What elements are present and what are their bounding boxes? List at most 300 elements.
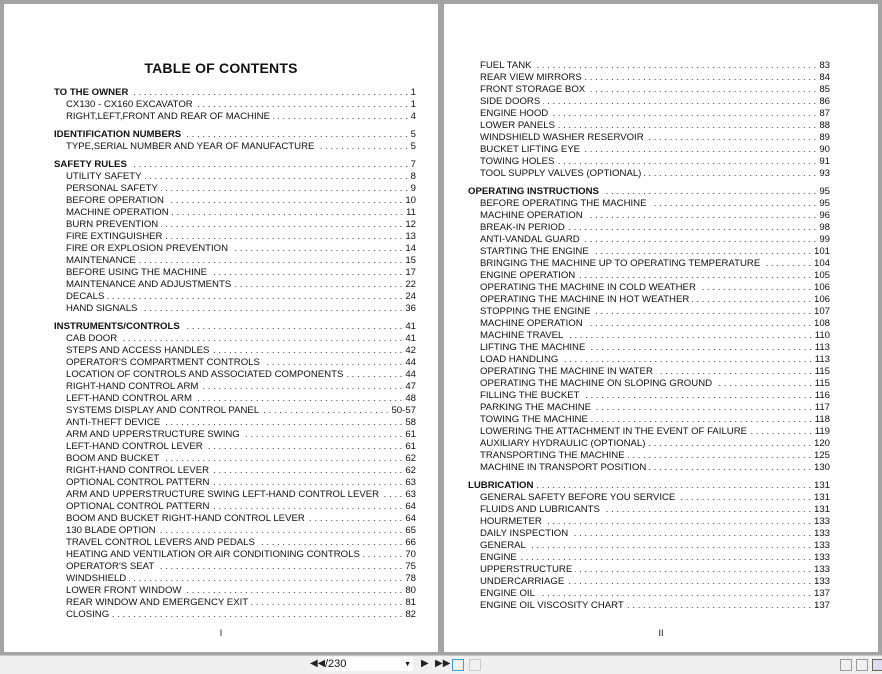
toc-entry-page-number: 44 xyxy=(405,357,416,368)
toc-entry-label: LOWERING THE ATTACHMENT IN THE EVENT OF FAILURE xyxy=(480,426,748,437)
toc-entry-page-number: 17 xyxy=(405,267,416,278)
toc-entry[interactable] xyxy=(54,465,416,477)
toc-entry-label: SIDE DOORS xyxy=(480,96,541,107)
dot-leader xyxy=(112,609,402,621)
toc-entry-label: SAFETY RULES xyxy=(54,159,127,170)
toc-entry[interactable] xyxy=(54,141,416,153)
dot-leader xyxy=(273,111,408,123)
toc-entry-page-number: 130 xyxy=(813,462,830,473)
toc-entry-page-number: 70 xyxy=(405,549,416,560)
toc-entry-label: OPTIONAL CONTROL PATTERN xyxy=(66,477,210,488)
dot-leader xyxy=(628,450,811,462)
toc-entry[interactable] xyxy=(54,525,416,537)
toc-entry-page-number: 61 xyxy=(405,429,416,440)
toc-entry-page-number: 64 xyxy=(405,513,416,524)
toc-entry-label: REAR VIEW MIRRORS xyxy=(480,72,582,83)
toc-entry[interactable] xyxy=(468,516,830,528)
dot-leader xyxy=(649,462,811,474)
toc-entry-label: DAILY INSPECTION xyxy=(480,528,569,539)
toc-entry[interactable] xyxy=(54,393,416,405)
toc-entry[interactable] xyxy=(468,84,830,96)
toc-entry-page-number: 133 xyxy=(813,576,830,587)
toc-entry[interactable] xyxy=(468,96,830,108)
toc-entry-label: TRAVEL CONTROL LEVERS AND PEDALS xyxy=(66,537,255,548)
dot-leader xyxy=(308,513,403,525)
toc-entry[interactable] xyxy=(468,108,830,120)
toc-entry-label: LEFT-HAND CONTROL ARM xyxy=(66,393,192,404)
toc-entry-page-number: 104 xyxy=(813,258,830,269)
toc-entry-page-number: 89 xyxy=(819,132,830,143)
toc-entry[interactable] xyxy=(54,585,416,597)
toc-entry[interactable] xyxy=(468,120,830,132)
toc-entry[interactable] xyxy=(468,450,830,462)
toc-entry-page-number: 115 xyxy=(814,366,830,377)
toc-entry[interactable] xyxy=(54,477,416,489)
dot-leader xyxy=(557,156,816,168)
toc-entry-label: RIGHT-HAND CONTROL LEVER xyxy=(66,465,210,476)
toc-entry-label: STEPS AND ACCESS HANDLES xyxy=(66,345,210,356)
toc-entry-page-number: 125 xyxy=(813,450,830,461)
toc-entry[interactable] xyxy=(468,132,830,144)
toc-entry-page-number: 12 xyxy=(405,219,416,230)
dot-leader xyxy=(575,564,811,576)
toc-entry-label: BEFORE OPERATING THE MACHINE xyxy=(480,198,647,209)
toc-entry-label: CAB DOOR xyxy=(66,333,118,344)
toc-section-heading[interactable] xyxy=(468,186,830,198)
chevron-down-icon[interactable]: ▼ xyxy=(404,660,411,668)
toc-entry-page-number: 107 xyxy=(813,306,830,317)
toc-entry-label: REAR WINDOW AND EMERGENCY EXIT xyxy=(66,597,249,608)
toc-entry-page-number: 120 xyxy=(813,438,830,449)
toc-entry[interactable] xyxy=(468,462,830,474)
toc-entry[interactable] xyxy=(54,561,416,573)
toc-entry-label: ANTI-THEFT DEVICE xyxy=(66,417,161,428)
toc-entry[interactable] xyxy=(468,366,830,378)
toc-entry-label: MACHINE OPERATION xyxy=(480,210,583,221)
toc-entry-label: ARM AND UPPERSTRUCTURE SWING LEFT-HAND CONTROL LEVER xyxy=(66,489,380,500)
toc-entry[interactable] xyxy=(54,99,416,111)
toc-entry-page-number: 85 xyxy=(819,84,830,95)
toc-entry[interactable] xyxy=(54,513,416,525)
continuous-view-icon[interactable] xyxy=(856,659,868,671)
dot-leader xyxy=(183,321,403,333)
toc-entry-page-number: 133 xyxy=(813,564,830,575)
toc-entry[interactable] xyxy=(54,417,416,429)
toc-section-heading[interactable] xyxy=(54,129,416,141)
toc-entry[interactable] xyxy=(468,426,830,438)
toc-entry[interactable] xyxy=(54,441,416,453)
toc-entry-label: CLOSING xyxy=(66,609,110,620)
toc-entry-label: BRINGING THE MACHINE UP TO OPERATING TEMPERATURE xyxy=(480,258,761,269)
toc-entry[interactable] xyxy=(54,303,416,315)
toc-entry-label: TYPE,SERIAL NUMBER AND YEAR OF MANUFACTURE xyxy=(66,141,315,152)
dot-leader xyxy=(536,480,811,492)
toc-entry[interactable] xyxy=(54,195,416,207)
toc-entry[interactable] xyxy=(54,549,416,561)
dot-leader xyxy=(165,231,402,243)
dot-leader xyxy=(650,198,817,210)
toc-entry-page-number: 7 xyxy=(410,159,416,170)
toc-entry[interactable] xyxy=(468,540,830,552)
toc-entry-page-number: 133 xyxy=(813,516,830,527)
toc-entry-page-number: 91 xyxy=(819,156,830,167)
dot-leader xyxy=(184,129,407,141)
toc-entry-label: STARTING THE ENGINE xyxy=(480,246,589,257)
toc-entry-label: FIRE OR EXPLOSION PREVENTION xyxy=(66,243,229,254)
toc-entry[interactable] xyxy=(54,291,416,303)
first-page-button[interactable]: ◀◀ xyxy=(310,658,326,669)
dot-leader xyxy=(602,186,816,198)
toc-entry-label: ENGINE OPERATION xyxy=(480,270,576,281)
dot-leader xyxy=(161,183,408,195)
dot-leader xyxy=(139,255,403,267)
toc-entry[interactable] xyxy=(54,537,416,549)
toc-entry-page-number: 95 xyxy=(819,198,830,209)
dot-leader xyxy=(167,195,402,207)
toc-entry-page-number: 66 xyxy=(405,537,416,548)
toc-entry[interactable] xyxy=(468,528,830,540)
toc-entry[interactable] xyxy=(54,243,416,255)
toc-entry[interactable] xyxy=(468,60,830,72)
toc-entry-page-number: 131 xyxy=(813,480,830,491)
toc-entry-page-number: 62 xyxy=(405,465,416,476)
toc-entry-page-number: 42 xyxy=(405,345,416,356)
toc-entry[interactable] xyxy=(468,354,830,366)
toc-entry-page-number: 118 xyxy=(814,414,830,425)
toc-entry-page-number: 119 xyxy=(814,426,830,437)
dot-leader xyxy=(382,489,402,501)
toc-entry-label: ENGINE xyxy=(480,552,517,563)
toc-entry[interactable] xyxy=(468,576,830,588)
page-number-input[interactable] xyxy=(325,657,413,671)
toc-entry-page-number: 63 xyxy=(405,489,416,500)
dot-leader xyxy=(543,96,816,108)
dot-leader xyxy=(107,291,402,303)
toc-entry-label: UPPERSTRUCTURE xyxy=(480,564,573,575)
toc-entry-label: OPERATING INSTRUCTIONS xyxy=(468,186,599,197)
toc-entry-page-number: 133 xyxy=(813,528,830,539)
dot-leader xyxy=(647,132,817,144)
toc-entry[interactable] xyxy=(54,381,416,393)
dot-leader xyxy=(157,561,402,573)
toc-entry-page-number: 133 xyxy=(813,552,830,563)
toc-entry-label: AUXILIARY HYDRAULIC (OPTIONAL) xyxy=(480,438,646,449)
dot-leader xyxy=(243,429,403,441)
toc-entry-label: MACHINE OPERATION xyxy=(480,318,583,329)
toc-entry[interactable] xyxy=(468,222,830,234)
toc-entry-page-number: 80 xyxy=(405,585,416,596)
toc-entry-page-number: 131 xyxy=(813,504,830,515)
toc-section xyxy=(468,480,830,612)
toc-entry-label: OPTIONAL CONTROL PATTERN xyxy=(66,501,210,512)
toc-entry-label: ENGINE HOOD xyxy=(480,108,549,119)
toc-entry-page-number: 95 xyxy=(819,186,830,197)
toc-entry-page-number: 137 xyxy=(813,588,830,599)
dot-leader xyxy=(538,588,811,600)
toc-entry-page-number: 44 xyxy=(405,369,416,380)
last-page-button[interactable]: ▶▶ xyxy=(435,658,451,669)
dot-leader xyxy=(566,330,811,342)
toc-entry[interactable] xyxy=(54,453,416,465)
toc-section xyxy=(54,321,416,621)
toc-entry[interactable] xyxy=(468,156,830,168)
copy-icon[interactable] xyxy=(452,659,464,671)
toc-entry[interactable] xyxy=(54,369,416,381)
toc-entry-label: OPERATING THE MACHINE IN WATER xyxy=(480,366,653,377)
dot-leader xyxy=(262,405,388,417)
toc-entry-label: BREAK-IN PERIOD xyxy=(480,222,565,233)
toc-title: TABLE OF CONTENTS xyxy=(144,60,298,76)
toc-entry[interactable] xyxy=(468,564,830,576)
dot-leader xyxy=(263,357,402,369)
toc-entry-page-number: 110 xyxy=(814,330,830,341)
dot-leader xyxy=(627,600,811,612)
dot-leader xyxy=(231,243,402,255)
toc-entry-label: BEFORE USING THE MACHINE xyxy=(66,267,208,278)
toc-section-heading[interactable] xyxy=(54,159,416,171)
toc-entry-page-number: 106 xyxy=(813,294,830,305)
toc-entry-label: MACHINE IN TRANSPORT POSITION xyxy=(480,462,647,473)
dot-leader xyxy=(583,144,816,156)
dot-leader xyxy=(571,528,811,540)
toc-section-heading[interactable] xyxy=(54,321,416,333)
dot-leader xyxy=(140,303,402,315)
toc-entry-page-number: 98 xyxy=(819,222,830,233)
toc-entry[interactable] xyxy=(468,294,830,306)
toc-entry[interactable] xyxy=(468,402,830,414)
toc-entry[interactable] xyxy=(54,357,416,369)
toc-entry[interactable] xyxy=(468,72,830,84)
toc-entry-page-number: 108 xyxy=(813,318,830,329)
toc-entry-label: BOOM AND BUCKET RIGHT-HAND CONTROL LEVER xyxy=(66,513,305,524)
toc-entry-label: OPERATOR'S SEAT xyxy=(66,561,155,572)
dot-leader xyxy=(212,345,402,357)
toc-entry-page-number: 22 xyxy=(405,279,416,290)
page-folio: I xyxy=(219,628,223,638)
toc-entry[interactable] xyxy=(468,390,830,402)
toc-entry[interactable] xyxy=(468,600,830,612)
toc-entry-label: ANTI-VANDAL GUARD xyxy=(480,234,580,245)
toc-entry-page-number: 96 xyxy=(819,210,830,221)
toc-entry[interactable] xyxy=(468,330,830,342)
page-left xyxy=(4,4,438,652)
toc-entry[interactable] xyxy=(468,504,830,516)
dot-leader xyxy=(588,342,811,354)
dot-leader xyxy=(594,306,811,318)
toc-entry[interactable] xyxy=(54,597,416,609)
toc-entry[interactable] xyxy=(468,270,830,282)
toc-entry[interactable] xyxy=(54,111,416,123)
dot-leader xyxy=(212,501,402,513)
dot-leader xyxy=(210,267,402,279)
toc-entry-label: MACHINE TRAVEL xyxy=(480,330,564,341)
paste-icon[interactable] xyxy=(469,659,481,671)
toc-entry-label: FILLING THE BUCKET xyxy=(480,390,580,401)
toc-entry[interactable] xyxy=(54,219,416,231)
toc-entry[interactable] xyxy=(54,489,416,501)
toc-entry-label: ARM AND UPPERSTRUCTURE SWING xyxy=(66,429,240,440)
toc-entry-page-number: 10 xyxy=(405,195,416,206)
dot-leader xyxy=(162,453,402,465)
toc-entry-label: HOURMETER xyxy=(480,516,542,527)
toc-entry-label: UTILITY SAFETY xyxy=(66,171,142,182)
single-page-view-icon[interactable] xyxy=(840,659,852,671)
toc-entry[interactable] xyxy=(54,405,416,417)
toc-section xyxy=(54,87,416,123)
toc-entry-page-number: 36 xyxy=(405,303,416,314)
toc-entry-page-number: 101 xyxy=(813,246,830,257)
dot-leader xyxy=(578,270,811,282)
dot-leader xyxy=(567,576,811,588)
toc-entry[interactable] xyxy=(468,438,830,450)
toc-entry[interactable] xyxy=(468,258,830,270)
navigation-toolbar xyxy=(0,655,882,674)
toc-entry[interactable] xyxy=(468,588,830,600)
dot-leader xyxy=(592,246,811,258)
dot-leader xyxy=(603,504,811,516)
toc-entry[interactable] xyxy=(54,267,416,279)
dot-leader xyxy=(131,87,407,99)
toc-entry[interactable] xyxy=(54,609,416,621)
dot-leader xyxy=(159,525,403,537)
toc-entry[interactable] xyxy=(54,573,416,585)
toc-entry-page-number: 116 xyxy=(814,390,830,401)
toc-section-heading[interactable] xyxy=(468,480,830,492)
page-right xyxy=(444,4,878,652)
toc-section xyxy=(54,129,416,153)
toc-entry[interactable] xyxy=(54,429,416,441)
toc-entry[interactable] xyxy=(468,210,830,222)
toc-entry-label: SYSTEMS DISPLAY AND CONTROL PANEL xyxy=(66,405,260,416)
toc-entry[interactable] xyxy=(54,333,416,345)
toc-entry-label: BURN PREVENTION xyxy=(66,219,159,230)
dot-leader xyxy=(195,393,402,405)
toc-entry-page-number: 84 xyxy=(819,72,830,83)
toc-entry[interactable] xyxy=(468,492,830,504)
dot-leader xyxy=(561,354,811,366)
toc-entry[interactable] xyxy=(468,246,830,258)
toc-entry[interactable] xyxy=(54,171,416,183)
toc-entry[interactable] xyxy=(54,207,416,219)
toc-entry[interactable] xyxy=(468,552,830,564)
toc-entry[interactable] xyxy=(468,198,830,210)
toc-entry-page-number: 131 xyxy=(813,492,830,503)
dot-leader xyxy=(648,438,811,450)
toc-entry-page-number: 133 xyxy=(813,540,830,551)
toc-entry[interactable] xyxy=(468,234,830,246)
toc-entry[interactable] xyxy=(468,168,830,180)
toc-entry[interactable] xyxy=(54,183,416,195)
toc-entry[interactable] xyxy=(468,306,830,318)
toc-entry-page-number: 8 xyxy=(410,171,416,182)
toc-entry-label: ENGINE OIL xyxy=(480,588,535,599)
toc-entry-label: TOWING HOLES xyxy=(480,156,555,167)
toc-entry[interactable] xyxy=(468,282,830,294)
toc-entry-label: LOCATION OF CONTROLS AND ASSOCIATED COMPONENTS xyxy=(66,369,344,380)
dot-leader xyxy=(212,477,402,489)
toc-entry-label: FLUIDS AND LUBRICANTS xyxy=(480,504,600,515)
toc-entry-page-number: 106 xyxy=(813,282,830,293)
toc-entry[interactable] xyxy=(54,345,416,357)
toc-section-heading[interactable] xyxy=(54,87,416,99)
toc-entry-page-number: 137 xyxy=(813,600,830,611)
toc-entry-page-number: 105 xyxy=(813,270,830,281)
dot-leader xyxy=(750,426,812,438)
toc-entry-label: INSTRUMENTS/CONTROLS xyxy=(54,321,180,332)
toc-entry-page-number: 99 xyxy=(819,234,830,245)
toc-entry-page-number: 113 xyxy=(814,354,830,365)
toc-entry-label: OPERATING THE MACHINE ON SLOPING GROUND xyxy=(480,378,713,389)
toc-entry-label: BEFORE OPERATION xyxy=(66,195,164,206)
dot-leader xyxy=(692,294,811,306)
toc-entry-label: WINDSHIELD xyxy=(66,573,127,584)
dot-leader xyxy=(656,366,812,378)
dot-leader xyxy=(583,390,812,402)
dot-leader xyxy=(594,402,812,414)
toc-entry-label: LOWER PANELS xyxy=(480,120,555,131)
dot-leader xyxy=(678,492,811,504)
next-page-button[interactable]: ▶ xyxy=(421,658,429,669)
dot-leader xyxy=(583,234,817,246)
toc-entry-page-number: 1 xyxy=(410,99,416,110)
toc-entry[interactable] xyxy=(468,414,830,426)
toc-entry[interactable] xyxy=(54,279,416,291)
dot-leader xyxy=(715,378,812,390)
two-page-view-icon[interactable] xyxy=(872,659,882,671)
toc-entry[interactable] xyxy=(468,378,830,390)
dot-leader xyxy=(196,99,408,111)
dot-leader xyxy=(172,207,403,219)
toc-entry[interactable] xyxy=(468,342,830,354)
toc-entry[interactable] xyxy=(468,318,830,330)
dot-leader xyxy=(585,72,817,84)
dot-leader xyxy=(258,537,402,549)
toc-entry-page-number: 5 xyxy=(410,129,416,140)
toc-entry[interactable] xyxy=(54,501,416,513)
toc-list-left xyxy=(54,87,416,627)
toc-entry-label: TOWING THE MACHINE xyxy=(480,414,588,425)
toc-entry-label: GENERAL xyxy=(480,540,526,551)
toc-entry[interactable] xyxy=(54,231,416,243)
toc-entry-page-number: 87 xyxy=(819,108,830,119)
toc-list-right xyxy=(468,60,830,618)
toc-entry-label: LEFT-HAND CONTROL LEVER xyxy=(66,441,203,452)
page-count: /230 xyxy=(325,658,347,670)
toc-entry-label: OPERATING THE MACHINE IN HOT WEATHER xyxy=(480,294,690,305)
toc-entry-page-number: 15 xyxy=(405,255,416,266)
toc-entry-label: GENERAL SAFETY BEFORE YOU SERVICE xyxy=(480,492,676,503)
toc-entry-page-number: 24 xyxy=(405,291,416,302)
toc-entry-label: UNDERCARRIAGE xyxy=(480,576,565,587)
dot-leader xyxy=(234,279,402,291)
dot-leader xyxy=(568,222,817,234)
toc-entry[interactable] xyxy=(54,255,416,267)
toc-entry[interactable] xyxy=(468,144,830,156)
dot-leader xyxy=(130,159,408,171)
toc-entry-page-number: 4 xyxy=(410,111,416,122)
dot-leader xyxy=(251,597,402,609)
toc-entry-page-number: 65 xyxy=(405,525,416,536)
toc-entry-label: RIGHT-HAND CONTROL ARM xyxy=(66,381,199,392)
dot-leader xyxy=(120,333,402,345)
toc-entry-page-number: 61 xyxy=(405,441,416,452)
toc-entry-page-number: 41 xyxy=(405,321,416,332)
toc-entry-page-number: 58 xyxy=(405,417,416,428)
toc-entry-page-number: 11 xyxy=(406,207,416,218)
toc-entry-label: WINDSHIELD WASHER RESERVOIR xyxy=(480,132,644,143)
toc-entry-page-number: 64 xyxy=(405,501,416,512)
toc-entry-page-number: 81 xyxy=(405,597,416,608)
